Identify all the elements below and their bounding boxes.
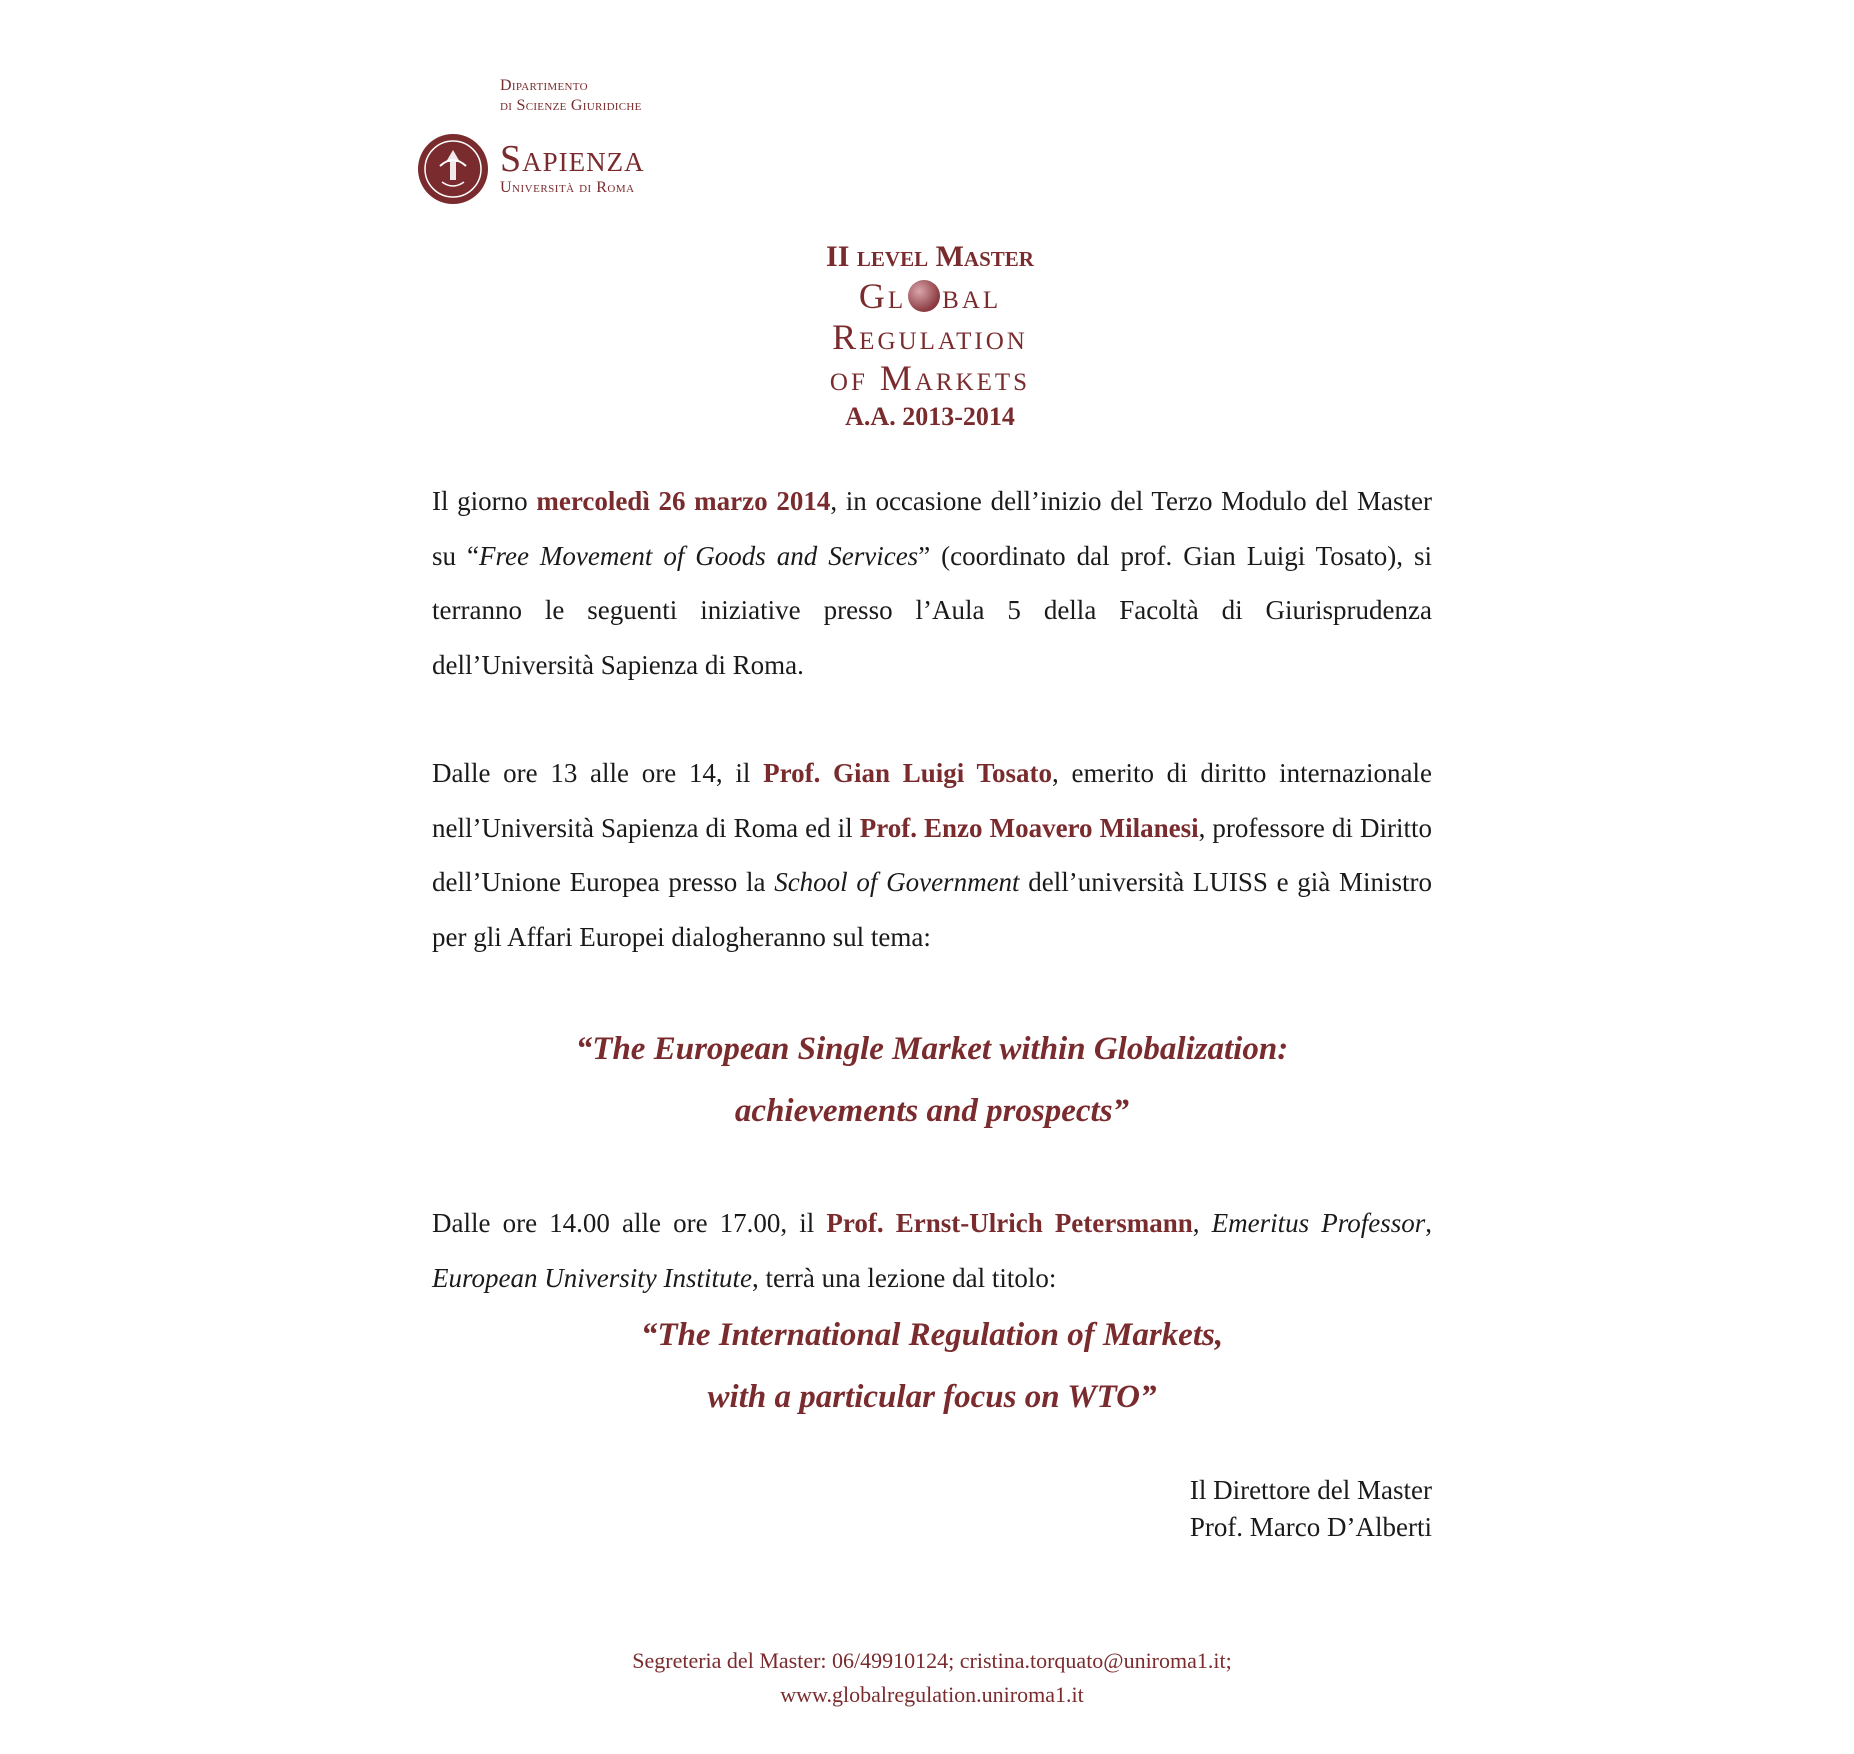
footer-contact bbox=[432, 1644, 1432, 1712]
session-1-text-3: , professore di Diritto dell’Unione Europea presso la bbox=[432, 812, 1432, 897]
department-line-2: di Scienze Giuridiche bbox=[500, 97, 642, 114]
session-1-text-2: , emerito di diritto internazionale nell’Università Sapienza di Roma ed il bbox=[432, 758, 1432, 843]
session-2-paragraph bbox=[432, 1196, 1432, 1305]
school-name: School of Government bbox=[774, 867, 1020, 897]
speaker-petersmann: Prof. Ernst-Ulrich Petersmann bbox=[826, 1208, 1193, 1238]
session-1-text-4: dell’università LUISS e già Ministro per gli Affari Europei dialogheranno sul tema: bbox=[432, 867, 1433, 952]
intro-paragraph bbox=[432, 474, 1432, 692]
logo-text-bal: bal bbox=[942, 276, 1002, 316]
session-2-text-4: , terrà una lezione dal titolo: bbox=[751, 1262, 1057, 1293]
sapienza-logo bbox=[500, 140, 645, 198]
module-name: Free Movement of Goods and Services bbox=[478, 540, 919, 571]
department-name bbox=[500, 76, 642, 116]
speaker-tosato: Prof. Gian Luigi Tosato bbox=[763, 758, 1053, 788]
logo-text-gl: Gl bbox=[858, 276, 907, 316]
session-1-text-1: Dalle ore 13 alle ore 14, il bbox=[432, 758, 764, 788]
session-1-title-line-1: “The European Single Market within Globalization: bbox=[575, 1031, 1289, 1067]
academic-year: A.A. 2013-2014 bbox=[845, 402, 1015, 431]
session-1-title-line-2: achievements and prospects” bbox=[734, 1093, 1130, 1129]
session-2-text-1: Dalle ore 14.00 alle ore 17.00, il bbox=[432, 1208, 827, 1238]
sapienza-seal-icon bbox=[416, 132, 490, 206]
department-line-1: Dipartimento bbox=[500, 77, 588, 94]
logo-line-markets: of Markets bbox=[829, 358, 1031, 398]
signature-name: Prof. Marco D’Alberti bbox=[1189, 1512, 1432, 1542]
logo-line-regulation: Regulation bbox=[832, 317, 1028, 357]
intro-text-3: ” (coordinato dal prof. Gian Luigi Tosato), si terranno le seguenti iniziative presso l’Aula 5 della Facoltà di Giurisprudenza dell’Università Sapienza di Roma. bbox=[432, 540, 1432, 680]
signature-role: Il Direttore del Master bbox=[1189, 1475, 1432, 1505]
session-2-text-3: , bbox=[1425, 1208, 1432, 1238]
brand-subtitle: Università di Roma bbox=[500, 179, 635, 196]
master-level: II level Master bbox=[826, 240, 1034, 273]
footer-contact-line: Segreteria del Master: 06/49910124; cristina.torquato@uniroma1.it; bbox=[632, 1648, 1232, 1673]
session-2-title bbox=[432, 1304, 1432, 1428]
master-heading bbox=[640, 238, 1220, 433]
intro-text-1: Il giorno bbox=[432, 486, 537, 516]
institute-name: European University Institute bbox=[432, 1262, 752, 1293]
session-2-title-line-2: with a particular focus on WTO” bbox=[707, 1379, 1157, 1415]
speaker-moavero: Prof. Enzo Moavero Milanesi bbox=[859, 812, 1199, 843]
event-date: mercoledì 26 marzo 2014 bbox=[536, 486, 831, 516]
speaker-role: Emeritus Professor bbox=[1211, 1208, 1426, 1238]
session-2-text-2: , bbox=[1192, 1208, 1212, 1238]
logo-line-global bbox=[640, 276, 1220, 317]
globe-icon bbox=[908, 280, 940, 312]
session-1-paragraph bbox=[432, 746, 1432, 964]
session-2-title-line-1: “The International Regulation of Markets, bbox=[640, 1317, 1224, 1353]
signature-block bbox=[1080, 1472, 1432, 1546]
brand-name: Sapienza bbox=[500, 138, 645, 180]
intro-text-2: , in occasione dell’inizio del Terzo Modulo del Master su “ bbox=[432, 486, 1432, 571]
session-1-title bbox=[432, 1018, 1432, 1142]
footer-website-link[interactable]: www.globalregulation.uniroma1.it bbox=[780, 1682, 1084, 1707]
